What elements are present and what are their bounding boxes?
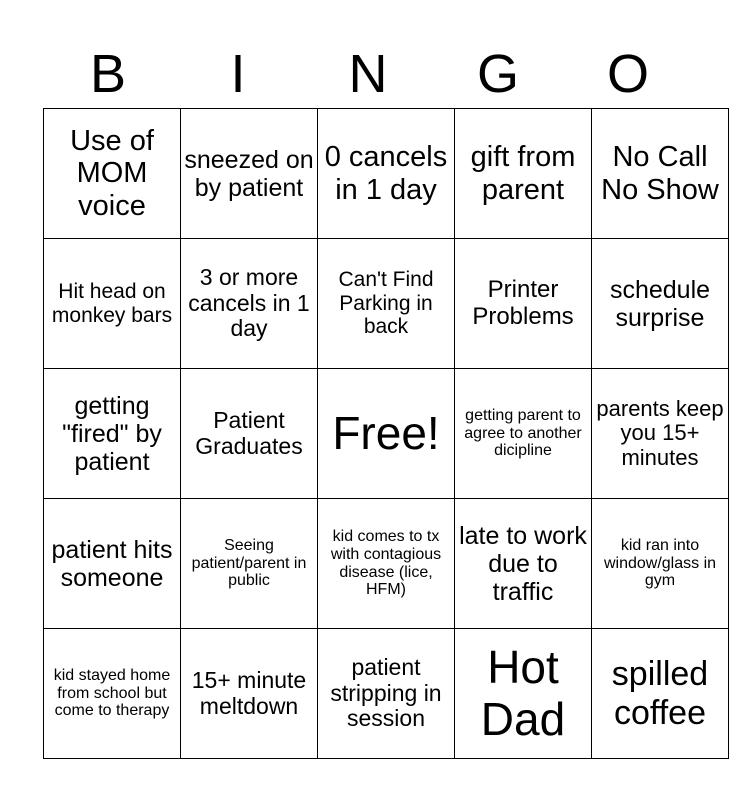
bingo-cell[interactable] (44, 369, 181, 499)
bingo-cell[interactable] (318, 629, 455, 759)
bingo-cell-text: Free! (332, 406, 440, 459)
bingo-row (44, 369, 729, 499)
bingo-cell[interactable] (592, 369, 729, 499)
bingo-cell-text: gift from parent (470, 141, 576, 206)
bingo-cell[interactable] (181, 369, 318, 499)
bingo-cell-text: Seeing patient/parent in public (191, 536, 307, 590)
bingo-cell[interactable] (455, 109, 592, 239)
bingo-row (44, 109, 729, 239)
bingo-cell[interactable] (44, 109, 181, 239)
bingo-cell-text: kid ran into window/glass in gym (603, 536, 717, 590)
bingo-cell[interactable] (592, 499, 729, 629)
bingo-cell[interactable] (592, 629, 729, 759)
header-letter-g: G (476, 44, 519, 104)
bingo-cell[interactable] (181, 629, 318, 759)
bingo-cell[interactable] (318, 239, 455, 369)
header-letter-n: N (348, 44, 388, 104)
bingo-cell[interactable] (592, 239, 729, 369)
bingo-cell-text: kid stayed home from school but come to therapy (53, 666, 171, 720)
bingo-cell[interactable] (181, 239, 318, 369)
bingo-cell-text: schedule surprise (609, 275, 711, 332)
bingo-cell[interactable] (44, 239, 181, 369)
bingo-cell-text: getting parent to agree to another dicipline (464, 406, 582, 460)
bingo-cell-text: kid comes to tx with contagious disease (lice, HFM) (330, 527, 442, 599)
bingo-cell-text: 0 cancels in 1 day (324, 141, 448, 206)
bingo-grid (43, 108, 729, 759)
bingo-cell-text: 3 or more cancels in 1 day (188, 263, 310, 342)
bingo-cell[interactable] (455, 369, 592, 499)
bingo-row (44, 239, 729, 369)
bingo-cell[interactable] (318, 369, 455, 499)
bingo-cell-text: patient stripping in session (330, 653, 442, 732)
bingo-cell-text: sneezed on by patient (184, 145, 314, 202)
bingo-cell-text: 15+ minute meltdown (191, 666, 307, 719)
bingo-cell-text: Printer Problems (472, 275, 574, 330)
header-letter-b: B (89, 44, 127, 104)
bingo-cell-text: Hot Dad (480, 640, 566, 745)
bingo-cell[interactable] (318, 109, 455, 239)
header-letter-i: I (230, 44, 246, 104)
bingo-cell-text: Use of MOM voice (70, 124, 154, 222)
bingo-cell-text: getting "fired" by patient (62, 391, 162, 476)
bingo-cell[interactable] (181, 499, 318, 629)
bingo-cell[interactable] (44, 499, 181, 629)
bingo-cell[interactable] (44, 629, 181, 759)
header-letter-o: O (606, 44, 649, 104)
bingo-cell-text: spilled coffee (611, 655, 709, 732)
bingo-cell-text: Can't Find Parking in back (338, 268, 434, 339)
bingo-cell-text: Hit head on monkey bars (51, 279, 173, 327)
bingo-cell[interactable] (455, 499, 592, 629)
bingo-cell-text: parents keep you 15+ minutes (596, 395, 724, 470)
bingo-header (43, 40, 693, 108)
bingo-cell[interactable] (455, 239, 592, 369)
bingo-row (44, 629, 729, 759)
bingo-cell[interactable] (455, 629, 592, 759)
bingo-row (44, 499, 729, 629)
bingo-cell[interactable] (318, 499, 455, 629)
bingo-cell-text: Patient Graduates (195, 406, 303, 459)
bingo-cell-text: No Call No Show (601, 141, 719, 206)
bingo-cell[interactable] (181, 109, 318, 239)
bingo-cell-text: patient hits someone (51, 535, 173, 592)
bingo-cell-text: late to work due to traffic (459, 521, 587, 606)
bingo-cell[interactable] (592, 109, 729, 239)
